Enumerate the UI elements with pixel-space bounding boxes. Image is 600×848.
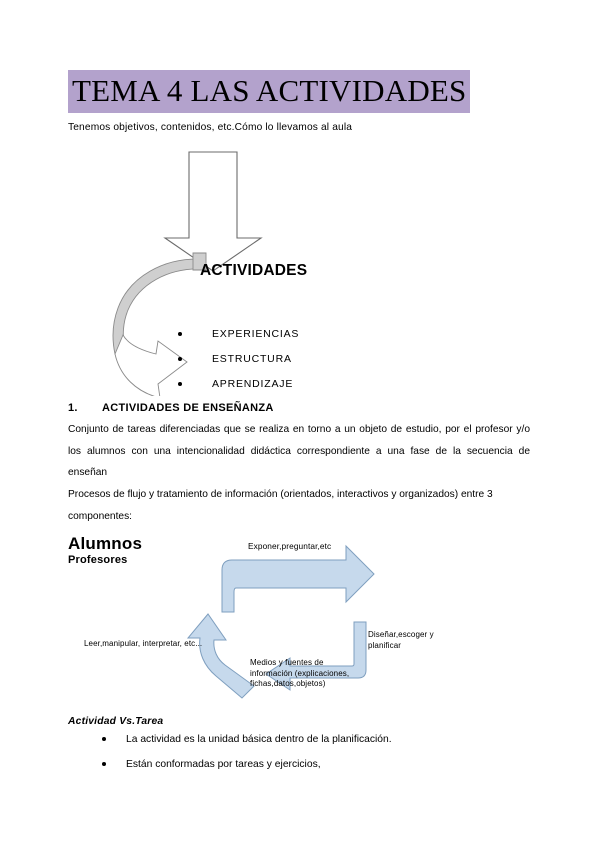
cycle-label-left: Leer,manipular, interpretar, etc... [84, 639, 203, 648]
cycle-label-right: Diseñar,escoger y planificar [368, 630, 434, 650]
cycle-label-top: Exponer,preguntar,etc [248, 541, 332, 551]
section-1-title: ACTIVIDADES DE ENSEÑANZA [102, 402, 274, 414]
page-title [68, 70, 532, 113]
activities-diagram [68, 148, 532, 396]
section-2-heading: Actividad Vs.Tarea [68, 716, 164, 727]
list-item: La actividad es la unidad básica dentro de la planificación. [96, 732, 392, 757]
list-item: ESTRUCTURA [178, 353, 299, 378]
section-1-paragraph-1: Conjunto de tareas diferenciadas que se realiza en torno a un objeto de estudio, por el profesor y/o los alumnos con una intencionalidad didáctica correspondiente a una fase de la secuencia de enseñan [68, 424, 530, 478]
cycle-node-profesores: Profesores [68, 554, 128, 566]
curved-gray-arrow-tip [115, 335, 187, 396]
down-block-arrow [165, 152, 261, 271]
activities-bullet-list [178, 328, 299, 403]
section-2-bullet-list [96, 732, 392, 782]
section-1-number: 1. [68, 402, 78, 414]
intro-paragraph: Tenemos objetivos, contenidos, etc.Cómo lo llevamos al aula [68, 122, 353, 133]
cycle-label-center: Medios y fuentes de información (explicaciones, fichas,datos,objetos) [250, 658, 350, 688]
arrow-alumnos-to-profesores [222, 546, 374, 612]
arrow-medios-to-alumnos [188, 614, 254, 698]
list-item: Están conformadas por tareas y ejercicios, [96, 757, 392, 782]
page-title-text: TEMA 4 LAS ACTIVIDADES [68, 70, 470, 113]
cycle-node-alumnos: Alumnos [68, 534, 143, 553]
cycle-diagram [68, 534, 532, 718]
section-1-paragraph-2: Procesos de flujo y tratamiento de información (orientados, interactivos y organizados) entre 3 componentes: [68, 489, 493, 522]
activities-heading: ACTIVIDADES [200, 262, 308, 279]
section-1-heading [68, 402, 274, 414]
list-item: APRENDIZAJE [178, 378, 299, 403]
list-item: EXPERIENCIAS [178, 328, 299, 353]
cycle-diagram-svg [68, 534, 532, 718]
